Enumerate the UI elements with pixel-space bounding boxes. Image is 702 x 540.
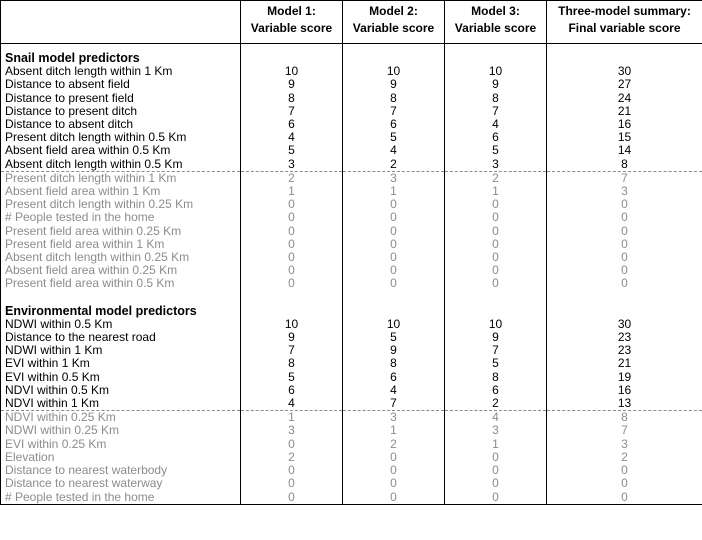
model-1-score: 9 bbox=[241, 331, 343, 344]
model-2-score: 7 bbox=[343, 397, 445, 411]
predictor-label: Distance to present ditch bbox=[1, 105, 241, 118]
table-row bbox=[1, 424, 702, 437]
model-1-score: 0 bbox=[241, 238, 343, 251]
model-3-score: 1 bbox=[445, 438, 547, 451]
model-1-score: 2 bbox=[241, 451, 343, 464]
empty-cell bbox=[445, 305, 547, 318]
model-3-score: 3 bbox=[445, 424, 547, 437]
model-3-score: 10 bbox=[445, 318, 547, 331]
predictor-label: Absent ditch length within 0.5 Km bbox=[1, 158, 241, 172]
model-2-score: 3 bbox=[343, 171, 445, 185]
final-score: 0 bbox=[547, 477, 702, 490]
model-1-score: 5 bbox=[241, 144, 343, 157]
predictor-label: EVI within 0.5 Km bbox=[1, 371, 241, 384]
final-score: 3 bbox=[547, 185, 702, 198]
table-row bbox=[1, 225, 702, 238]
model-3-score: 1 bbox=[445, 185, 547, 198]
predictor-label: Present ditch length within 0.5 Km bbox=[1, 131, 241, 144]
model-3-score: 10 bbox=[445, 65, 547, 78]
header-summary: Three-model summary: Final variable score bbox=[547, 1, 702, 44]
model-2-score: 5 bbox=[343, 331, 445, 344]
empty-cell bbox=[343, 291, 445, 305]
final-score: 0 bbox=[547, 464, 702, 477]
model-3-score: 9 bbox=[445, 331, 547, 344]
predictor-label: Present ditch length within 0.25 Km bbox=[1, 198, 241, 211]
table-row bbox=[1, 438, 702, 451]
table-row bbox=[1, 171, 702, 185]
model-1-score: 7 bbox=[241, 105, 343, 118]
model-3-score: 0 bbox=[445, 451, 547, 464]
final-score: 14 bbox=[547, 144, 702, 157]
final-score: 0 bbox=[547, 238, 702, 251]
table-row bbox=[1, 158, 702, 172]
model-2-score: 4 bbox=[343, 384, 445, 397]
model-3-score: 2 bbox=[445, 171, 547, 185]
model-1-score: 0 bbox=[241, 438, 343, 451]
model-1-score: 9 bbox=[241, 78, 343, 91]
model-3-score: 8 bbox=[445, 92, 547, 105]
model-1-score: 0 bbox=[241, 264, 343, 277]
model-2-score: 0 bbox=[343, 251, 445, 264]
model-1-score: 4 bbox=[241, 131, 343, 144]
model-2-score: 10 bbox=[343, 318, 445, 331]
final-score: 7 bbox=[547, 424, 702, 437]
header-model-1: Model 1: Variable score bbox=[241, 1, 343, 44]
predictor-label: # People tested in the home bbox=[1, 491, 241, 505]
final-score: 3 bbox=[547, 438, 702, 451]
predictor-label: # People tested in the home bbox=[1, 211, 241, 224]
final-score: 21 bbox=[547, 357, 702, 370]
final-score: 0 bbox=[547, 277, 702, 290]
header-model-3: Model 3: Variable score bbox=[445, 1, 547, 44]
model-2-score: 0 bbox=[343, 477, 445, 490]
predictor-label: Absent field area within 0.5 Km bbox=[1, 144, 241, 157]
model-3-score: 8 bbox=[445, 371, 547, 384]
model-1-score: 2 bbox=[241, 171, 343, 185]
final-score: 8 bbox=[547, 158, 702, 172]
model-2-score: 9 bbox=[343, 344, 445, 357]
model-1-score: 3 bbox=[241, 158, 343, 172]
final-score: 16 bbox=[547, 118, 702, 131]
model-2-score: 0 bbox=[343, 277, 445, 290]
model-1-score: 0 bbox=[241, 211, 343, 224]
model-2-score: 0 bbox=[343, 198, 445, 211]
final-score: 2 bbox=[547, 451, 702, 464]
model-3-score: 7 bbox=[445, 344, 547, 357]
predictor-label: NDWI within 0.25 Km bbox=[1, 424, 241, 437]
model-2-score: 8 bbox=[343, 92, 445, 105]
model-3-score: 4 bbox=[445, 118, 547, 131]
table-row bbox=[1, 384, 702, 397]
predictor-label: Absent ditch length within 1 Km bbox=[1, 65, 241, 78]
model-3-score: 0 bbox=[445, 238, 547, 251]
table-row bbox=[1, 397, 702, 411]
empty-cell bbox=[241, 305, 343, 318]
final-score: 13 bbox=[547, 397, 702, 411]
model-1-score: 8 bbox=[241, 357, 343, 370]
model-2-score: 0 bbox=[343, 264, 445, 277]
final-score: 23 bbox=[547, 344, 702, 357]
table-row bbox=[1, 78, 702, 91]
model-1-score: 6 bbox=[241, 118, 343, 131]
predictor-label: Distance to absent ditch bbox=[1, 118, 241, 131]
model-3-score: 0 bbox=[445, 477, 547, 490]
predictor-label: Present field area within 0.5 Km bbox=[1, 277, 241, 290]
predictor-label: Distance to absent field bbox=[1, 78, 241, 91]
model-2-score: 0 bbox=[343, 211, 445, 224]
model-3-score: 9 bbox=[445, 78, 547, 91]
header-predictor bbox=[1, 1, 241, 44]
final-score: 30 bbox=[547, 65, 702, 78]
snail-section-title: Snail model predictors bbox=[1, 52, 241, 65]
environmental-section-title-row bbox=[1, 305, 702, 318]
model-3-score: 6 bbox=[445, 384, 547, 397]
final-score: 0 bbox=[547, 225, 702, 238]
predictor-label: Elevation bbox=[1, 451, 241, 464]
predictor-label: NDWI within 1 Km bbox=[1, 344, 241, 357]
model-3-score: 5 bbox=[445, 144, 547, 157]
model-2-score: 1 bbox=[343, 185, 445, 198]
empty-cell bbox=[241, 291, 343, 305]
model-3-score: 5 bbox=[445, 357, 547, 370]
model-2-score: 6 bbox=[343, 118, 445, 131]
empty-cell bbox=[445, 44, 547, 53]
empty-cell bbox=[547, 305, 702, 318]
final-score: 0 bbox=[547, 491, 702, 505]
predictor-label: Present ditch length within 1 Km bbox=[1, 171, 241, 185]
table-row bbox=[1, 331, 702, 344]
model-1-score: 0 bbox=[241, 225, 343, 238]
model-2-score: 7 bbox=[343, 105, 445, 118]
empty-cell bbox=[547, 44, 702, 53]
model-3-score: 0 bbox=[445, 277, 547, 290]
table-row bbox=[1, 477, 702, 490]
model-2-score: 2 bbox=[343, 438, 445, 451]
final-score: 0 bbox=[547, 211, 702, 224]
predictor-label: Present field area within 1 Km bbox=[1, 238, 241, 251]
final-score: 0 bbox=[547, 198, 702, 211]
model-2-score: 2 bbox=[343, 158, 445, 172]
model-1-score: 0 bbox=[241, 277, 343, 290]
table-row bbox=[1, 344, 702, 357]
model-1-score: 6 bbox=[241, 384, 343, 397]
model-1-score: 10 bbox=[241, 65, 343, 78]
model-3-score: 0 bbox=[445, 464, 547, 477]
model-2-score: 5 bbox=[343, 131, 445, 144]
table-row bbox=[1, 491, 702, 505]
predictor-label: Absent ditch length within 0.25 Km bbox=[1, 251, 241, 264]
model-3-score: 0 bbox=[445, 198, 547, 211]
model-2-score: 0 bbox=[343, 225, 445, 238]
model-2-score: 0 bbox=[343, 451, 445, 464]
predictor-label: EVI within 0.25 Km bbox=[1, 438, 241, 451]
model-1-score: 1 bbox=[241, 411, 343, 425]
table-row bbox=[1, 411, 702, 425]
final-score: 21 bbox=[547, 105, 702, 118]
model-3-score: 7 bbox=[445, 105, 547, 118]
table-row bbox=[1, 357, 702, 370]
model-1-score: 0 bbox=[241, 491, 343, 505]
predictor-label: Present field area within 0.25 Km bbox=[1, 225, 241, 238]
header-row bbox=[1, 1, 702, 44]
final-score: 19 bbox=[547, 371, 702, 384]
model-3-score: 6 bbox=[445, 131, 547, 144]
predictor-label: NDWI within 0.5 Km bbox=[1, 318, 241, 331]
predictor-label: NDVI within 0.25 Km bbox=[1, 411, 241, 425]
final-score: 7 bbox=[547, 171, 702, 185]
model-2-score: 10 bbox=[343, 65, 445, 78]
model-3-score: 2 bbox=[445, 397, 547, 411]
final-score: 0 bbox=[547, 251, 702, 264]
empty-cell bbox=[343, 305, 445, 318]
model-2-score: 6 bbox=[343, 371, 445, 384]
model-1-score: 0 bbox=[241, 464, 343, 477]
final-score: 24 bbox=[547, 92, 702, 105]
spacer-row bbox=[1, 291, 702, 305]
table-row bbox=[1, 92, 702, 105]
final-score: 27 bbox=[547, 78, 702, 91]
final-score: 16 bbox=[547, 384, 702, 397]
final-score: 15 bbox=[547, 131, 702, 144]
model-2-score: 8 bbox=[343, 357, 445, 370]
table-row bbox=[1, 144, 702, 157]
model-1-score: 0 bbox=[241, 198, 343, 211]
model-3-score: 3 bbox=[445, 158, 547, 172]
model-2-score: 3 bbox=[343, 411, 445, 425]
predictor-label: Distance to nearest waterbody bbox=[1, 464, 241, 477]
model-1-score: 4 bbox=[241, 397, 343, 411]
model-3-score: 0 bbox=[445, 264, 547, 277]
model-3-score: 0 bbox=[445, 491, 547, 505]
model-3-score: 0 bbox=[445, 225, 547, 238]
model-2-score: 0 bbox=[343, 238, 445, 251]
header-model-2: Model 2: Variable score bbox=[343, 1, 445, 44]
final-score: 30 bbox=[547, 318, 702, 331]
predictor-label: Distance to nearest waterway bbox=[1, 477, 241, 490]
final-score: 8 bbox=[547, 411, 702, 425]
predictor-label: NDVI within 0.5 Km bbox=[1, 384, 241, 397]
final-score: 23 bbox=[547, 331, 702, 344]
model-1-score: 3 bbox=[241, 424, 343, 437]
model-1-score: 8 bbox=[241, 92, 343, 105]
empty-cell bbox=[445, 291, 547, 305]
model-1-score: 10 bbox=[241, 318, 343, 331]
table-row bbox=[1, 277, 702, 290]
model-3-score: 4 bbox=[445, 411, 547, 425]
predictor-label: NDVI within 1 Km bbox=[1, 397, 241, 411]
table-row bbox=[1, 211, 702, 224]
predictor-label: Distance to present field bbox=[1, 92, 241, 105]
predictor-label: Absent field area within 1 Km bbox=[1, 185, 241, 198]
model-2-score: 4 bbox=[343, 144, 445, 157]
environmental-section-title: Environmental model predictors bbox=[1, 305, 241, 318]
predictor-label: Distance to the nearest road bbox=[1, 331, 241, 344]
model-3-score: 0 bbox=[445, 251, 547, 264]
model-1-score: 7 bbox=[241, 344, 343, 357]
predictor-label: EVI within 1 Km bbox=[1, 357, 241, 370]
model-1-score: 0 bbox=[241, 477, 343, 490]
model-2-score: 9 bbox=[343, 78, 445, 91]
empty-cell bbox=[241, 44, 343, 53]
model-3-score: 0 bbox=[445, 211, 547, 224]
predictor-label: Absent field area within 0.25 Km bbox=[1, 264, 241, 277]
empty-cell bbox=[343, 44, 445, 53]
empty-cell bbox=[547, 291, 702, 305]
model-1-score: 5 bbox=[241, 371, 343, 384]
model-1-score: 1 bbox=[241, 185, 343, 198]
table-row bbox=[1, 371, 702, 384]
table-body bbox=[1, 44, 702, 505]
model-2-score: 0 bbox=[343, 491, 445, 505]
model-1-score: 0 bbox=[241, 251, 343, 264]
model-2-score: 1 bbox=[343, 424, 445, 437]
model-2-score: 0 bbox=[343, 464, 445, 477]
final-score: 0 bbox=[547, 264, 702, 277]
empty-cell bbox=[1, 291, 241, 305]
